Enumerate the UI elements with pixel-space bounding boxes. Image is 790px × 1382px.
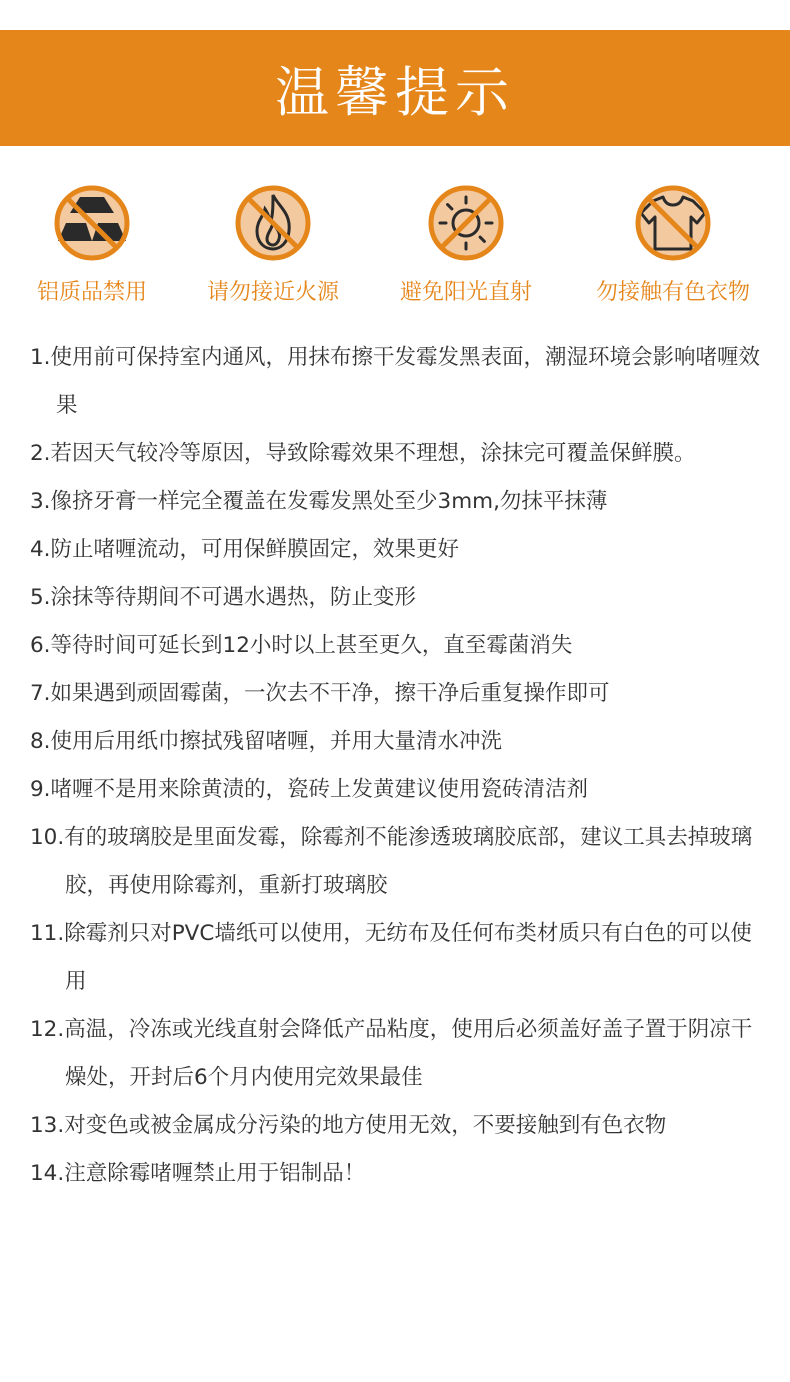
warning-item-sun — [371, 183, 561, 306]
warning-label-sun: 避免阳光直射 — [399, 280, 532, 305]
tip-item: 14.注意除霉啫喱禁止用于铝制品！ — [30, 1161, 366, 1186]
warning-label-clothing: 勿接触有色衣物 — [595, 280, 750, 305]
tip-item: 12.高温，冷冻或光线直射会降低产品粘度，使用后必须盖好盖子置于阴凉干燥处，开封后6个月内使用完效果最佳 — [30, 1017, 753, 1090]
tip-item: 6.等待时间可延长到12小时以上甚至更久，直至霉菌消失 — [30, 633, 573, 658]
tip-item: 4.防止啫喱流动，可用保鲜膜固定，效果更好 — [30, 537, 460, 562]
sun-ban-icon — [426, 183, 506, 263]
tip-item: 9.啫喱不是用来除黄渍的，瓷砖上发黄建议使用瓷砖清洁剂 — [30, 777, 589, 802]
fire-ban-icon — [233, 183, 313, 263]
warning-label-aluminum: 铝质品禁用 — [36, 280, 147, 305]
tip-item: 8.使用后用纸巾擦拭残留啫喱，并用大量清水冲洗 — [30, 729, 503, 754]
warning-label-fire: 请勿接近火源 — [206, 280, 339, 305]
aluminum-ban-icon — [52, 183, 132, 263]
tip-item: 7.如果遇到顽固霉菌，一次去不干净，擦干净后重复操作即可 — [30, 681, 610, 706]
header-banner — [0, 30, 790, 146]
tip-item: 1.使用前可保持室内通风，用抹布擦干发霉发黑表面，潮湿环境会影响啫喱效果 — [30, 345, 761, 418]
tip-item: 10.有的玻璃胶是里面发霉，除霉剂不能渗透玻璃胶底部，建议工具去掉玻璃胶，再使用除霉剂，重新打玻璃胶 — [30, 825, 753, 898]
warning-icons-row — [0, 183, 790, 313]
tip-item: 3.像挤牙膏一样完全覆盖在发霉发黑处至少3mm,勿抹平抹薄 — [30, 489, 608, 514]
tip-item: 5.涂抹等待期间不可遇水遇热，防止变形 — [30, 585, 417, 610]
tip-item: 11.除霉剂只对PVC墙纸可以使用，无纺布及任何布类材质只有白色的可以使用 — [30, 921, 752, 994]
warning-item-fire — [178, 183, 368, 306]
clothing-ban-icon — [633, 183, 713, 263]
tip-item: 2.若因天气较冷等原因，导致除霉效果不理想，涂抹完可覆盖保鲜膜。 — [30, 441, 696, 466]
tip-item: 13.对变色或被金属成分污染的地方使用无效，不要接触到有色衣物 — [30, 1113, 667, 1138]
page-title: 温馨提示 — [275, 60, 515, 124]
warning-item-clothing — [578, 183, 768, 306]
warning-item-aluminum — [0, 183, 187, 306]
tips-list — [30, 334, 770, 1198]
